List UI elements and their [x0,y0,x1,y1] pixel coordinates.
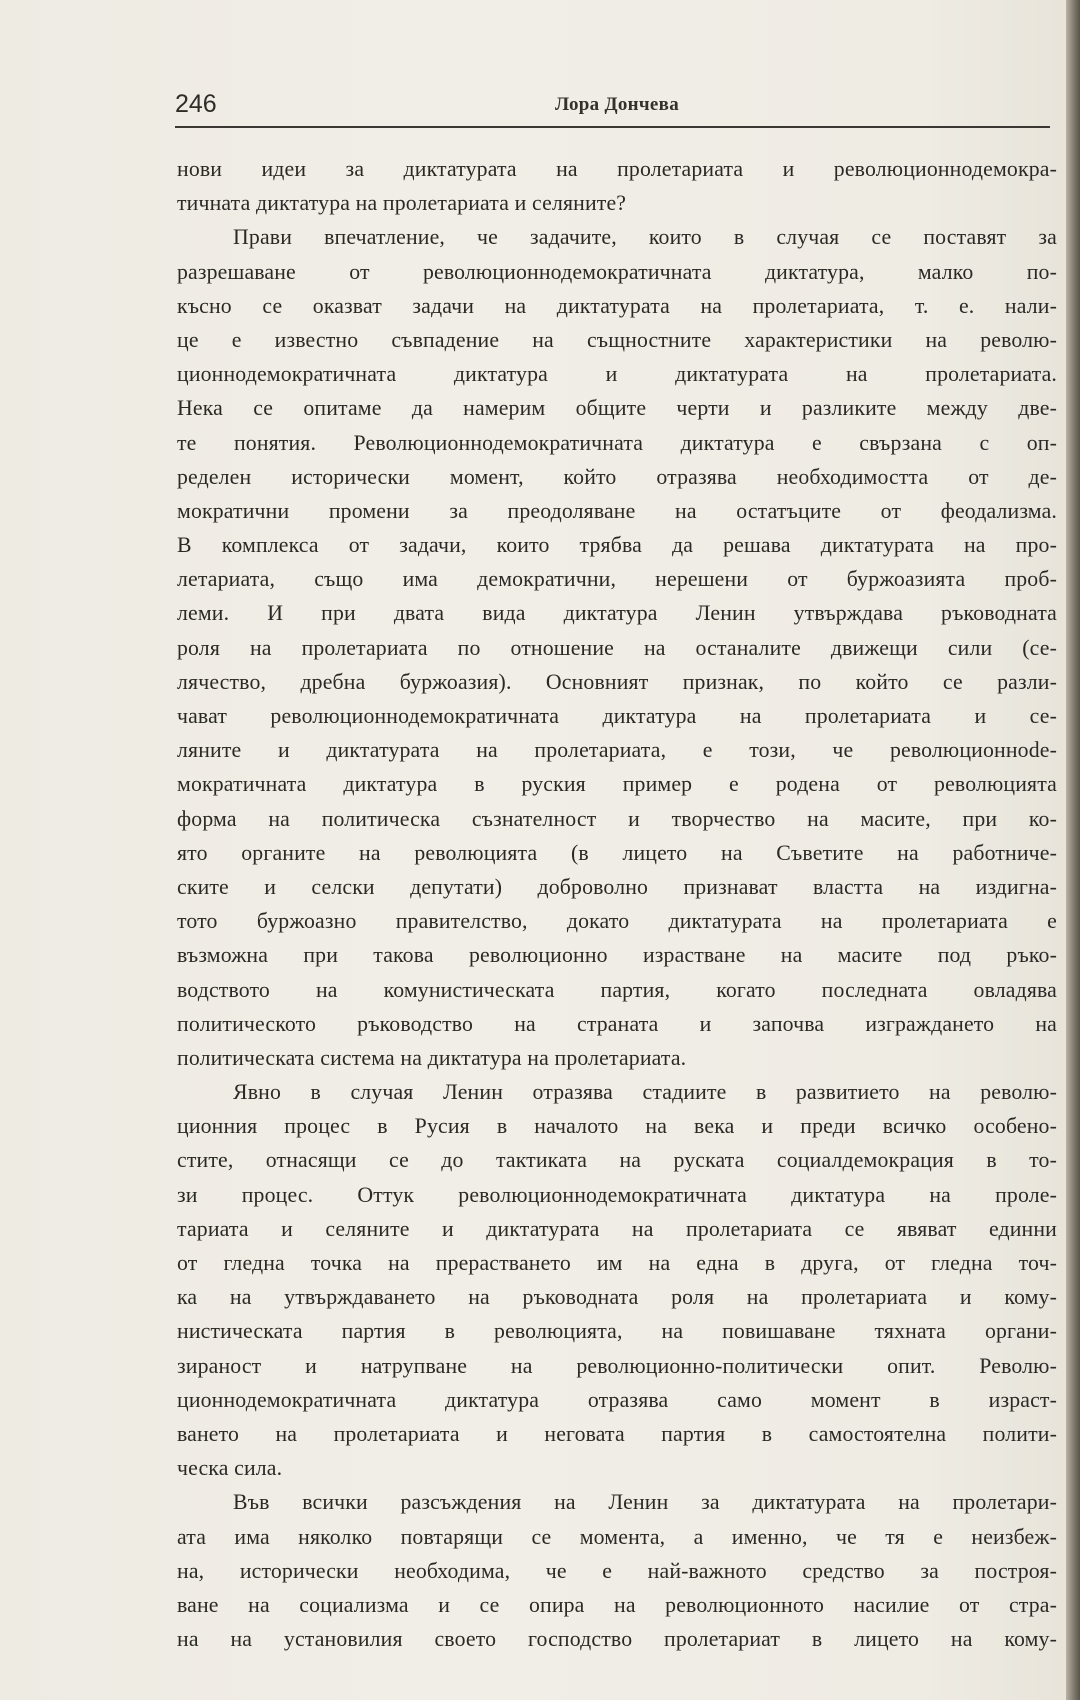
text-line: късно се оказват задачи на диктатурата на пролетариата, т. е. нали- [177,293,1057,318]
text-line: на на установилия своето господство пролетариат в лицето на кому- [177,1627,1057,1652]
text-line: те понятия. Революционнодемократичната диктатура е свързана с оп- [177,430,1057,455]
text-line: лячество, дребна буржоазия). Основният признак, по който се разли- [177,669,1057,694]
text-line: летариата, също има демократични, нерешени от буржоазията проб- [177,567,1057,592]
text-line: Нека се опитаме да намерим общите черти и разликите между две- [177,396,1057,421]
text-line: ата има няколко повтарящи се момента, а именно, че тя е неизбеж- [177,1524,1057,1549]
text-line: ционнодемократичната диктатура отразява само момент в израст- [177,1387,1057,1412]
page-header [175,86,1050,126]
text-line: чават революционнодемократичната диктатура на пролетариата и се- [177,704,1057,728]
text-line: зираност и натрупване на революционно-политически опит. Револю- [177,1353,1057,1378]
text-line: стите, отнасящи се до тактиката на руската социалдемокрация в то- [177,1148,1057,1173]
text-line: тото буржоазно правителство, докато диктатурата на пролетариата е [177,909,1057,934]
text-line: водството на комунистическата партия, когато последната овладява [177,977,1057,1002]
text-line: политическата система на диктатура на пролетариата. [177,1045,687,1070]
text-line: В комплекса от задачи, които трябва да решава диктатурата на про- [177,533,1057,558]
text-line: це е известно съвпадение на същностните характеристики на револю- [177,327,1057,352]
text-line: на, исторически необходима, че е най-важното средство за построя- [177,1558,1057,1583]
text-line: разрешаване от революционнодемократичната диктатура, малко по- [177,259,1057,284]
text-line: ляните и диктатурата на пролетариата, е този, че революционнode- [177,738,1057,763]
book-spine-edge [1066,0,1080,1700]
running-head-author: Лора Дончева [555,94,680,115]
text-line: ските и селски депутати) доброволно признават властта на издигна- [177,874,1057,899]
text-line: ределен исторически момент, който отразява необходимостта от де- [177,464,1057,489]
text-line: роля на пролетариата по отношение на останалите движещи сили (се- [177,635,1057,660]
text-line: форма на политическа съзнателност и творчество на масите, при ко- [177,806,1057,831]
text-line: мократичната диктатура в руския пример е родена от революцията [177,772,1057,797]
text-line: тичната диктатура на пролетариата и селяните? [177,191,627,216]
text-line: Явно в случая Ленин отразява стадиите в развитието на револю- [233,1080,1057,1105]
text-line: тариата и селяните и диктатурата на пролетариата се явяват единни [177,1216,1057,1241]
text-line: зи процес. Оттук революционнодемократичната диктатура на проле- [177,1182,1057,1207]
text-line: ято органите на революцията (в лицето на Съветите на работниче- [177,840,1057,865]
text-line: ване на социализма и се опира на революционното насилие от стра- [177,1592,1057,1617]
text-line: Прави впечатление, че задачите, които в случая се поставят за [233,225,1057,250]
text-line: политическото ръководство на страната и започва изграждането на [177,1011,1057,1036]
text-line: мократични промени за преодоляване на остатъците от феодализма. [177,498,1057,523]
text-line: леми. И при двата вида диктатура Ленин утвърждава ръководната [177,601,1057,626]
text-line: Във всички разсъждения на Ленин за диктатурата на пролетари- [233,1490,1057,1515]
text-line: ческа сила. [177,1456,283,1481]
text-line: нистическата партия в революцията, на повишаване тяхната органи- [177,1319,1057,1344]
text-line: ването на пролетариата и неговата партия в самостоятелна полити- [177,1421,1057,1446]
body-text [177,152,1057,1656]
text-line: от гледна точка на прерастването им на една в друга, от гледна точ- [177,1251,1057,1275]
page-number: 246 [175,90,217,118]
text-line: ционнодемократичната диктатура и диктатурата на пролетариата. [177,362,1057,387]
text-line: възможна при такова революционно израстване на масите под ръко- [177,943,1057,968]
header-rule [175,126,1050,128]
text-line: нови идеи за диктатурата на пролетариата и революционнодемокра- [177,157,1057,181]
text-line: ционния процес в Русия в началото на века и преди всичко особено- [177,1114,1057,1139]
text-line: ка на утвърждаването на ръководната роля на пролетариата и кому- [177,1285,1057,1310]
